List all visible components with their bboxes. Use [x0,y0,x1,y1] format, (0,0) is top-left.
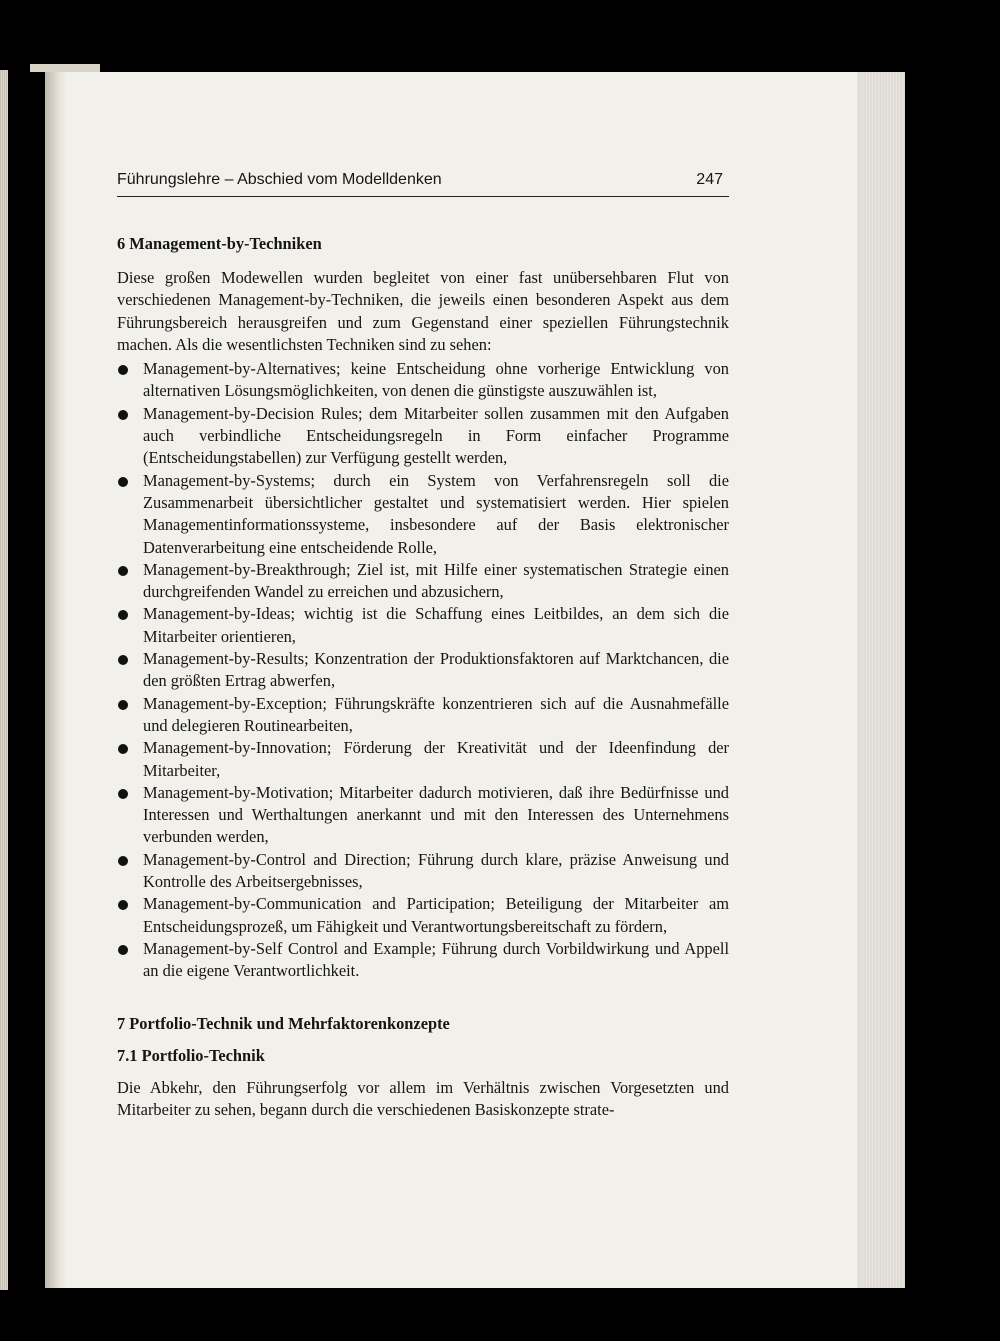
book-page [45,72,905,1288]
list-item [117,358,729,403]
list-item [117,648,729,693]
bullet-icon [118,566,128,576]
list-item [117,470,729,559]
technique-list [117,358,729,982]
list-item-text: Management-by-Motivation; Mitarbeiter dadurch motivieren, daß ihre Bedürfnisse und Interessen und Werthaltungen anerkannt und mit den Interessen des Unternehmens verbunden werden, [143,782,729,847]
page-number: 247 [696,171,723,188]
list-item-text: Management-by-Communication and Participation; Beteiligung der Mitarbeiter am Entscheidungsprozeß, um Fähigkeit und Verantwortungsbereitschaft zu fördern, [143,894,729,936]
page-content [117,170,729,1121]
bullet-icon [118,410,128,420]
bullet-icon [118,856,128,866]
page-edge-scrap [30,64,100,72]
list-item [117,603,729,648]
bullet-icon [118,945,128,955]
list-item-text: Management-by-Results; Konzentration der Produktionsfaktoren auf Marktchancen, die den größten Ertrag abwerfen, [143,649,729,691]
page-gutter-shadow [45,72,67,1288]
list-item-text: Management-by-Ideas; wichtig ist die Schaffung eines Leitbildes, an dem sich die Mitarbeiter orientieren, [143,604,729,646]
running-header [117,170,729,197]
list-item-text: Management-by-Breakthrough; Ziel ist, mit Hilfe einer systematischen Strategie einen durchgreifenden Wandel zu erreichen und abzusichern, [143,559,729,602]
list-item-text: Management-by-Self Control and Example; Führung durch Vorbildwirkung und Appell an die eigene Verantwortlichkeit. [143,938,729,981]
list-item [117,737,729,782]
section-7-1-heading: 7.1 Portfolio-Technik [117,1045,265,1065]
section-7-1-paragraph: Die Abkehr, den Führungserfolg vor allem im Verhältnis zwischen Vorgesetzten und Mitarbeiter zu sehen, begann durch die verschiedenen Basiskonzepte strate- [117,1077,729,1119]
left-page-stack [0,70,8,1290]
section-6-heading: 6 Management-by-Techniken [117,234,322,253]
list-item [117,782,729,849]
list-item-text: Management-by-Innovation; Förderung der Kreativität und der Ideenfindung der Mitarbeiter, [143,738,729,780]
section-7-heading: 7 Portfolio-Technik und Mehrfaktorenkonzepte [117,1013,450,1033]
list-item-text: Management-by-Exception; Führungskräfte konzentrieren sich auf die Ausnahmefälle und delegieren Routinearbeiten, [143,693,729,735]
list-item-text: Management-by-Decision Rules; dem Mitarbeiter sollen zusammen mit den Aufgaben auch verbindliche Entscheidungsregeln in Form einfacher Programme (Entscheidungstabellen) zur Verfügung gestellt werden, [143,403,729,468]
list-item-text: Management-by-Systems; durch ein System von Verfahrensregeln soll die Zusammenarbeit übersichtlicher gestaltet und systematisiert werden. Hier spielen Managementinformationssysteme, insbesondere auf der Basis elektronischer Datenverarbeitung eine entscheidende Rolle, [143,470,729,557]
list-item [117,559,729,604]
running-title: Führungslehre – Abschied vom Modelldenken [117,171,442,188]
bullet-icon [118,744,128,754]
bullet-icon [118,700,128,710]
list-item [117,693,729,738]
bullet-icon [118,477,128,487]
bullet-icon [118,610,128,620]
list-item [117,403,729,470]
bullet-icon [118,365,128,375]
page-fore-edge [857,72,905,1288]
section-6-intro: Diese großen Modewellen wurden begleitet von einer fast unübersehbaren Flut von verschiedenen Management-by-Techniken, die jeweils einen besonderen Aspekt aus dem Führungsbereich herausgreifen und zum Gegenstand einer speziellen Führungstechnik machen. Als die wesentlichsten Techniken sind zu sehen: [117,268,729,354]
list-item [117,849,729,894]
bullet-icon [118,789,128,799]
list-item-text: Management-by-Alternatives; keine Entscheidung ohne vorherige Entwicklung von alternativen Lösungsmöglichkeiten, von denen die günstigste auszuwählen ist, [143,359,729,401]
bullet-icon [118,655,128,665]
list-item [117,893,729,938]
bullet-icon [118,900,128,910]
list-item-text: Management-by-Control and Direction; Führung durch klare, präzise Anweisung und Kontrolle des Arbeitsergebnisses, [143,849,729,892]
list-item [117,938,729,983]
